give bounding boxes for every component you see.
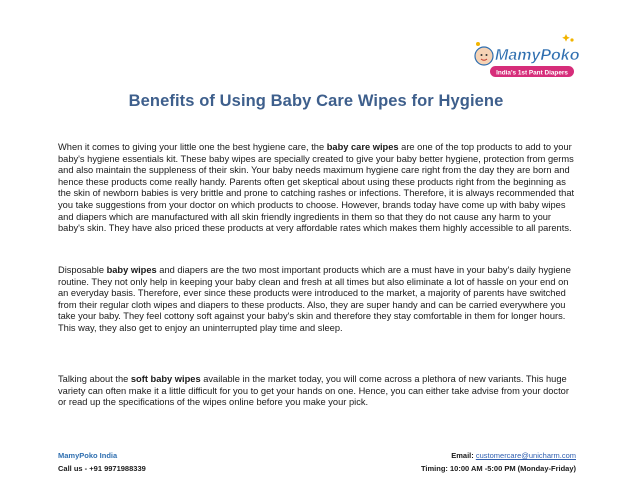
footer-support	[421, 449, 576, 475]
footer-phone	[58, 462, 146, 475]
logo-tagline: India's 1st Pant Diapers	[496, 69, 568, 77]
page-title: Benefits of Using Baby Care Wipes for Hygiene	[128, 92, 504, 110]
keyword-baby-care-wipes: baby care wipes	[326, 142, 399, 152]
keyword-baby-wipes: baby wipes	[106, 265, 157, 275]
footer-company: MamyPoko India	[58, 451, 118, 460]
footer-timing	[421, 462, 576, 475]
footer-email	[421, 449, 576, 462]
paragraph-3	[58, 374, 578, 409]
paragraph-3-text: Talking about the	[58, 374, 131, 384]
paragraph-1-text: When it comes to giving your little one the best hygiene care, the	[58, 142, 327, 152]
keyword-soft-baby-wipes: soft baby wipes	[130, 374, 201, 384]
paragraph-2-text: Disposable	[58, 265, 107, 275]
email-label: Email:	[451, 451, 476, 460]
timing-value: 10:00 AM -5:00 PM (Monday-Friday)	[450, 464, 576, 473]
timing-label: Timing:	[420, 464, 450, 473]
footer-contact	[58, 449, 146, 475]
phone-number[interactable]: +91 9971988339	[89, 464, 146, 473]
paragraph-1	[58, 142, 578, 235]
mamypoko-logo	[470, 30, 580, 80]
paragraph-2	[58, 265, 578, 335]
phone-label: Call us -	[58, 464, 90, 473]
paragraph-3-text-rest: available in the market today, you will come across a plethora of new variants. This huge variety can often make it a little difficult for you to get your hands on one. Hence, you can either take advise from your doctor or read up the specifications of the wipes online before you make your pick.	[58, 374, 569, 408]
logo-wordmark: MamyPoko	[495, 47, 580, 64]
email-link[interactable]: customercare@unicharm.com	[475, 451, 576, 460]
paragraph-1-text-rest: are one of the top products to add to your baby's hygiene essentials kit. These baby wipes are specially created to give your baby better hygiene, protection from germs and also maintain the suppleness of their skin. Your baby needs maximum hygiene care right from the day they are born and hence these products come really handy. Parents often get skeptical about using these products right from the beginning as the skin of newborn babies is very brittle and prone to catching rashes or infections. Therefore, it is always recommended that you take suggestions from your doctor on which products to choose. However, brands today have come up with baby wipes and diapers which are manufactured with all skin friendly ingredients in them so that they do not cause any harm to your baby's skin. They have also priced these products at very affordable rates which makes them highly accessible to all parents.	[58, 142, 575, 234]
paragraph-2-text-rest: and diapers are the two most important products which are a must have in your baby's daily hygiene routine. They not only help in keeping your baby clean and fresh at all times but also eliminate a lot of hassle on your end on an everyday basis. Therefore, ever since these products were introduced to the market, a majority of parents have switched from their regular cloth wipes and diapers to these products. Also, they are super handy and can be carried everywhere you take your baby. They feel cottony soft against your baby's skin and therefore they stay comfortable in them for longer hours. This way, they also get to enjoy an uninterrupted play time and sleep.	[58, 265, 571, 333]
